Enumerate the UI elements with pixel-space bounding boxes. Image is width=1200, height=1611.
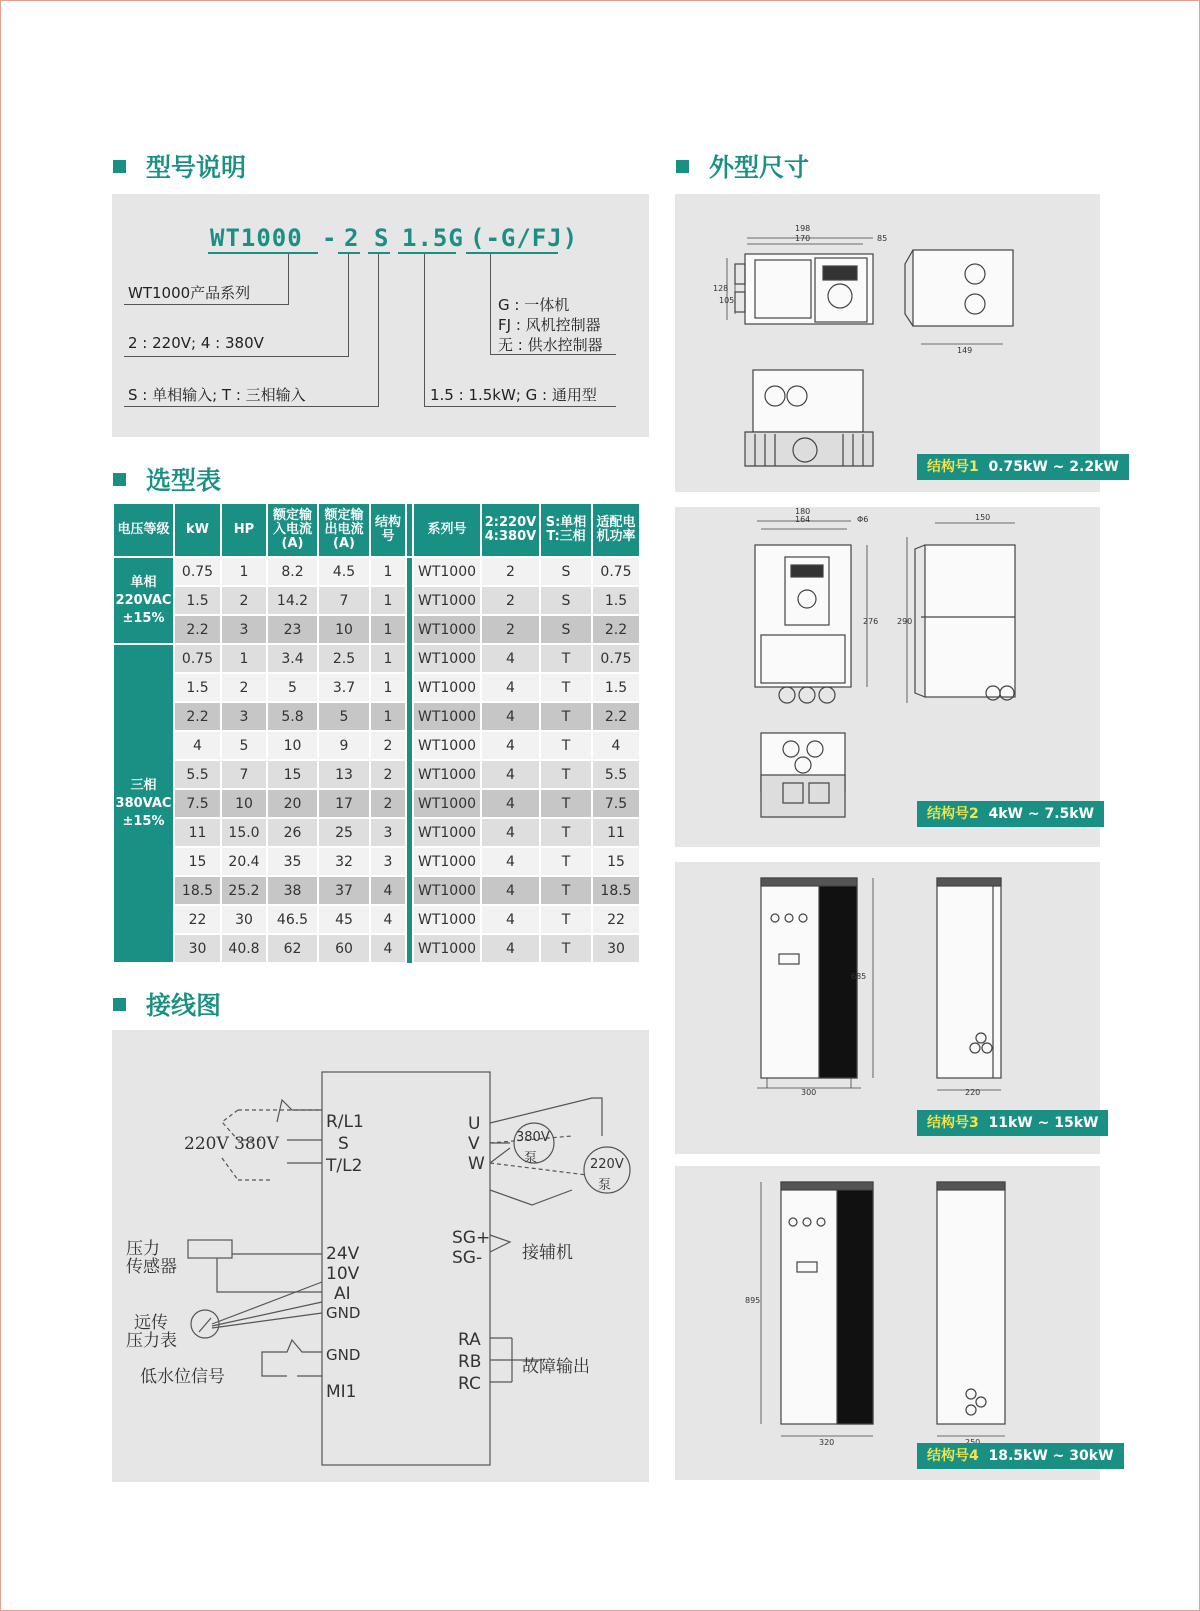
table-separator <box>406 934 413 963</box>
code-option: (-G/FJ) <box>470 224 579 252</box>
table-cell: T <box>540 905 592 934</box>
table-cell: WT1000 <box>413 557 481 586</box>
code-series: WT1000 <box>210 224 303 252</box>
table-cell: 2.2 <box>174 615 221 644</box>
table-cell: 2.2 <box>592 615 640 644</box>
table-cell: 2.2 <box>592 702 640 731</box>
label-remote-1: 远传 <box>134 1313 168 1333</box>
table-cell: 62 <box>267 934 318 963</box>
label-pressure-sensor-2: 传感器 <box>126 1257 177 1277</box>
table-separator <box>406 702 413 731</box>
label-pump-220: 220V <box>590 1157 624 1172</box>
table-row <box>113 934 640 963</box>
leader-line <box>424 406 616 407</box>
table-cell: 20.4 <box>221 847 267 876</box>
table-cell: 2 <box>221 586 267 615</box>
table-cell: 1.5 <box>592 586 640 615</box>
table-cell: WT1000 <box>413 905 481 934</box>
leader-line <box>348 254 349 356</box>
wiring-diagram-panel <box>112 1030 649 1482</box>
underline <box>338 252 360 254</box>
table-cell: WT1000 <box>413 934 481 963</box>
table-cell: T <box>540 818 592 847</box>
table-cell: 38 <box>267 876 318 905</box>
leader-line <box>124 406 379 407</box>
leader-line <box>124 356 349 357</box>
table-row <box>113 615 640 644</box>
dim-1-e: 105 <box>719 296 735 305</box>
table-cell: 1 <box>370 702 406 731</box>
table-cell: 1 <box>221 644 267 673</box>
note-series: WT1000产品系列 <box>128 284 251 302</box>
table-cell: 13 <box>318 760 370 789</box>
table-cell: 1.5 <box>592 673 640 702</box>
table-separator <box>406 557 413 586</box>
table-cell: 8.2 <box>267 557 318 586</box>
model-explanation-panel <box>112 194 649 437</box>
table-cell: 4 <box>481 847 540 876</box>
label-s: S <box>338 1134 349 1154</box>
table-cell: 4 <box>174 731 221 760</box>
structure-1-panel <box>675 194 1119 492</box>
pressure-gauge-circle <box>191 1310 219 1338</box>
structure-4-panel <box>675 1166 1114 1480</box>
table-cell: S <box>540 615 592 644</box>
code-voltage: 2 <box>344 224 360 252</box>
table-cell: 5 <box>267 673 318 702</box>
pressure-sensor-box <box>188 1240 232 1258</box>
table-cell: 2 <box>221 673 267 702</box>
table-cell: 2 <box>370 760 406 789</box>
table-cell: 4 <box>481 876 540 905</box>
table-cell: 26 <box>267 818 318 847</box>
table-cell: 46.5 <box>267 905 318 934</box>
th-structure: 结构号 <box>370 503 406 557</box>
table-cell: 4 <box>481 760 540 789</box>
table-cell: 1 <box>370 673 406 702</box>
dim-2-d: 276 <box>863 617 879 626</box>
label-fault: 故障输出 <box>522 1357 590 1377</box>
table-cell: 3 <box>221 702 267 731</box>
table-separator <box>406 503 413 557</box>
dim-1-a: 198 <box>795 224 811 233</box>
table-separator <box>406 905 413 934</box>
leader-line <box>424 254 425 406</box>
table-cell: 4 <box>592 731 640 760</box>
table-cell: T <box>540 934 592 963</box>
bullet-square-icon <box>113 160 126 173</box>
label-pump-380-char: 泵 <box>524 1151 538 1166</box>
table-cell: T <box>540 673 592 702</box>
group-single-phase: 单相 220VAC ±15% <box>113 557 174 644</box>
section-wiring-title: 接线图 <box>113 986 221 1022</box>
table-row <box>113 702 640 731</box>
table-cell: 18.5 <box>174 876 221 905</box>
table-separator <box>406 731 413 760</box>
table-cell: T <box>540 789 592 818</box>
table-cell: WT1000 <box>413 702 481 731</box>
table-cell: 15 <box>174 847 221 876</box>
structure-3-caption: 结构号3 11kW ~ 15kW <box>917 1110 1108 1136</box>
table-row <box>113 586 640 615</box>
label-u: U <box>468 1114 481 1134</box>
table-row <box>113 760 640 789</box>
table-row <box>113 876 640 905</box>
th-output-current: 额定输出电流(A) <box>318 503 370 557</box>
table-cell: 9 <box>318 731 370 760</box>
dim-4-a: 895 <box>745 1296 761 1305</box>
table-cell: 0.75 <box>592 557 640 586</box>
table-cell: 4 <box>481 789 540 818</box>
table-cell: 1 <box>370 557 406 586</box>
table-cell: 7.5 <box>174 789 221 818</box>
table-cell: 25.2 <box>221 876 267 905</box>
dim-2-b: 164 <box>795 515 811 524</box>
dim-2-e: 290 <box>897 617 913 626</box>
table-cell: T <box>540 876 592 905</box>
table-cell: 2.5 <box>318 644 370 673</box>
label-pump-220-char: 泵 <box>598 1178 612 1193</box>
table-row <box>113 847 640 876</box>
structure-2-drawing <box>675 507 1100 847</box>
table-row <box>113 731 640 760</box>
table-cell: 1.5 <box>174 673 221 702</box>
table-cell: 1 <box>370 615 406 644</box>
table-cell: 4 <box>370 934 406 963</box>
dim-2-a: 180 <box>795 507 811 516</box>
table-separator <box>406 615 413 644</box>
dim-4-b: 320 <box>819 1438 835 1447</box>
note-phase: S : 单相输入; T : 三相输入 <box>128 386 306 404</box>
table-cell: 18.5 <box>592 876 640 905</box>
dim-1-c: 85 <box>877 234 888 243</box>
section-dimensions-title: 外型尺寸 <box>676 148 809 184</box>
dim-2-f: 150 <box>975 513 991 522</box>
th-hp: HP <box>221 503 267 557</box>
table-cell: 1.5 <box>174 586 221 615</box>
low-water-switch <box>262 1340 322 1376</box>
table-cell: 17 <box>318 789 370 818</box>
bullet-square-icon <box>113 998 126 1011</box>
table-separator <box>406 818 413 847</box>
group-three-phase: 三相 380VAC ±15% <box>113 644 174 963</box>
structure-1-drawing <box>675 194 1100 492</box>
note-power: 1.5 : 1.5kW; G : 通用型 <box>430 386 597 404</box>
section-selection-title: 选型表 <box>113 461 221 497</box>
structure-4-drawing <box>675 1166 1100 1480</box>
table-cell: 22 <box>592 905 640 934</box>
underline <box>208 252 318 254</box>
note-option-fj: FJ : 风机控制器 <box>498 316 601 334</box>
table-cell: 25 <box>318 818 370 847</box>
table-cell: 40.8 <box>221 934 267 963</box>
table-row <box>113 818 640 847</box>
label-w: W <box>468 1154 485 1174</box>
table-cell: WT1000 <box>413 731 481 760</box>
table-separator <box>406 760 413 789</box>
table-cell: WT1000 <box>413 586 481 615</box>
table-cell: 10 <box>267 731 318 760</box>
table-cell: 11 <box>592 818 640 847</box>
label-10v: 10V <box>326 1264 360 1284</box>
table-cell: 45 <box>318 905 370 934</box>
th-kw: kW <box>174 503 221 557</box>
table-cell: 4 <box>481 934 540 963</box>
table-cell: 10 <box>318 615 370 644</box>
table-row <box>113 673 640 702</box>
underline <box>398 252 456 254</box>
leader-line <box>124 304 289 305</box>
table-cell: S <box>540 586 592 615</box>
structure-2-panel <box>675 507 1100 847</box>
table-cell: 4 <box>370 905 406 934</box>
label-remote-2: 压力表 <box>126 1331 177 1351</box>
table-cell: 0.75 <box>174 644 221 673</box>
table-cell: 15.0 <box>221 818 267 847</box>
underline <box>466 252 558 254</box>
dim-1-d: 128 <box>713 284 729 293</box>
th-motor-power: 适配电机功率 <box>592 503 640 557</box>
bullet-square-icon <box>676 160 689 173</box>
table-cell: 30 <box>174 934 221 963</box>
note-voltage: 2 : 220V; 4 : 380V <box>128 334 264 352</box>
table-cell: 15 <box>592 847 640 876</box>
label-low-water: 低水位信号 <box>140 1367 225 1387</box>
dim-1-f: 149 <box>957 346 973 355</box>
arrow-r <box>277 1100 322 1122</box>
table-cell: WT1000 <box>413 818 481 847</box>
table-cell: 22 <box>174 905 221 934</box>
label-gnd-2: GND <box>326 1346 361 1364</box>
structure-2-caption: 结构号2 4kW ~ 7.5kW <box>917 801 1104 827</box>
code-dash: - <box>322 224 338 252</box>
th-series: 系列号 <box>413 503 481 557</box>
structure-1-caption: 结构号1 0.75kW ~ 2.2kW <box>917 454 1129 480</box>
table-cell: 10 <box>221 789 267 818</box>
table-cell: 3.4 <box>267 644 318 673</box>
table-row <box>113 905 640 934</box>
table-cell: 7 <box>221 760 267 789</box>
table-cell: T <box>540 644 592 673</box>
label-tl2: T/L2 <box>326 1156 363 1176</box>
table-cell: 4 <box>481 644 540 673</box>
table-separator <box>406 876 413 905</box>
table-cell: 2 <box>370 789 406 818</box>
table-row <box>113 789 640 818</box>
table-cell: 2 <box>481 586 540 615</box>
table-cell: 11 <box>174 818 221 847</box>
th-input-current: 额定输入电流(A) <box>267 503 318 557</box>
table-cell: 5.5 <box>174 760 221 789</box>
table-cell: 3.7 <box>318 673 370 702</box>
table-cell: 5.5 <box>592 760 640 789</box>
table-cell: 4.5 <box>318 557 370 586</box>
table-cell: 5.8 <box>267 702 318 731</box>
note-option-none: 无 : 供水控制器 <box>498 336 603 354</box>
table-cell: 2 <box>370 731 406 760</box>
table-cell: WT1000 <box>413 847 481 876</box>
label-rl1: R/L1 <box>326 1112 364 1132</box>
dim-3-c: 220 <box>965 1088 981 1097</box>
table-cell: S <box>540 557 592 586</box>
note-option-g: G : 一体机 <box>498 296 570 314</box>
table-cell: 14.2 <box>267 586 318 615</box>
dim-3-a: 685 <box>851 972 867 981</box>
table-cell: 1 <box>221 557 267 586</box>
table-cell: 7 <box>318 586 370 615</box>
leader-line <box>288 254 289 304</box>
structure-4-caption: 结构号4 18.5kW ~ 30kW <box>917 1443 1124 1469</box>
table-cell: 23 <box>267 615 318 644</box>
table-cell: 7.5 <box>592 789 640 818</box>
table-row <box>113 644 640 673</box>
table-cell: T <box>540 847 592 876</box>
table-cell: 5 <box>318 702 370 731</box>
table-cell: 30 <box>221 905 267 934</box>
table-cell: 3 <box>370 847 406 876</box>
table-cell: 0.75 <box>592 644 640 673</box>
table-separator <box>406 673 413 702</box>
table-cell: 15 <box>267 760 318 789</box>
section-model-title: 型号说明 <box>113 148 246 184</box>
bullet-square-icon <box>113 473 126 486</box>
table-cell: WT1000 <box>413 760 481 789</box>
table-row <box>113 557 640 586</box>
table-cell: 3 <box>370 818 406 847</box>
label-mi1: MI1 <box>326 1382 357 1402</box>
table-separator <box>406 586 413 615</box>
table-cell: 5 <box>221 731 267 760</box>
label-v: V <box>468 1134 480 1154</box>
leader-line <box>378 254 379 406</box>
label-sg-minus: SG- <box>452 1248 483 1268</box>
structure-3-panel <box>675 862 1100 1154</box>
label-ra: RA <box>458 1330 481 1350</box>
leader-line <box>490 254 491 354</box>
table-cell: 2.2 <box>174 702 221 731</box>
table-cell: T <box>540 731 592 760</box>
table-cell: WT1000 <box>413 789 481 818</box>
table-cell: 30 <box>592 934 640 963</box>
table-cell: 4 <box>481 731 540 760</box>
table-cell: 3 <box>221 615 267 644</box>
label-rc: RC <box>458 1374 481 1394</box>
label-aux: 接辅机 <box>522 1243 573 1263</box>
table-cell: T <box>540 760 592 789</box>
table-cell: 35 <box>267 847 318 876</box>
th-voltage-class: 电压等级 <box>113 503 174 557</box>
underline <box>368 252 390 254</box>
label-gnd-1: GND <box>326 1304 361 1322</box>
table-cell: 1 <box>370 586 406 615</box>
code-phase: S <box>374 224 390 252</box>
table-cell: 4 <box>481 702 540 731</box>
table-cell: 1 <box>370 644 406 673</box>
table-cell: WT1000 <box>413 673 481 702</box>
table-separator <box>406 789 413 818</box>
table-cell: 4 <box>481 673 540 702</box>
table-cell: 4 <box>370 876 406 905</box>
dim-2-c: Φ6 <box>857 515 869 524</box>
label-pressure-sensor-1: 压力 <box>126 1239 160 1259</box>
table-cell: 60 <box>318 934 370 963</box>
dim-3-b: 300 <box>801 1088 817 1097</box>
table-cell: 2 <box>481 615 540 644</box>
label-sg-plus: SG+ <box>452 1228 491 1248</box>
table-cell: 32 <box>318 847 370 876</box>
table-cell: 2 <box>481 557 540 586</box>
table-cell: 4 <box>481 818 540 847</box>
table-cell: 0.75 <box>174 557 221 586</box>
table-cell: T <box>540 702 592 731</box>
table-cell: 37 <box>318 876 370 905</box>
table-header-row <box>113 503 640 557</box>
th-voltage-code: 2:220V 4:380V <box>481 503 540 557</box>
table-separator <box>406 847 413 876</box>
label-24v: 24V <box>326 1244 360 1264</box>
table-cell: 4 <box>481 905 540 934</box>
table-separator <box>406 644 413 673</box>
code-power: 1.5G <box>402 224 464 252</box>
table-cell: WT1000 <box>413 876 481 905</box>
table-cell: WT1000 <box>413 644 481 673</box>
selection-table <box>112 502 641 964</box>
label-ai: AI <box>334 1284 351 1304</box>
table-cell: 20 <box>267 789 318 818</box>
dim-1-b: 170 <box>795 234 811 243</box>
table-cell: WT1000 <box>413 615 481 644</box>
label-rb: RB <box>458 1352 482 1372</box>
label-pump-380: 380V <box>516 1130 550 1145</box>
th-phase-code: S:单相 T:三相 <box>540 503 592 557</box>
label-supply: 220V 380V <box>184 1134 279 1154</box>
